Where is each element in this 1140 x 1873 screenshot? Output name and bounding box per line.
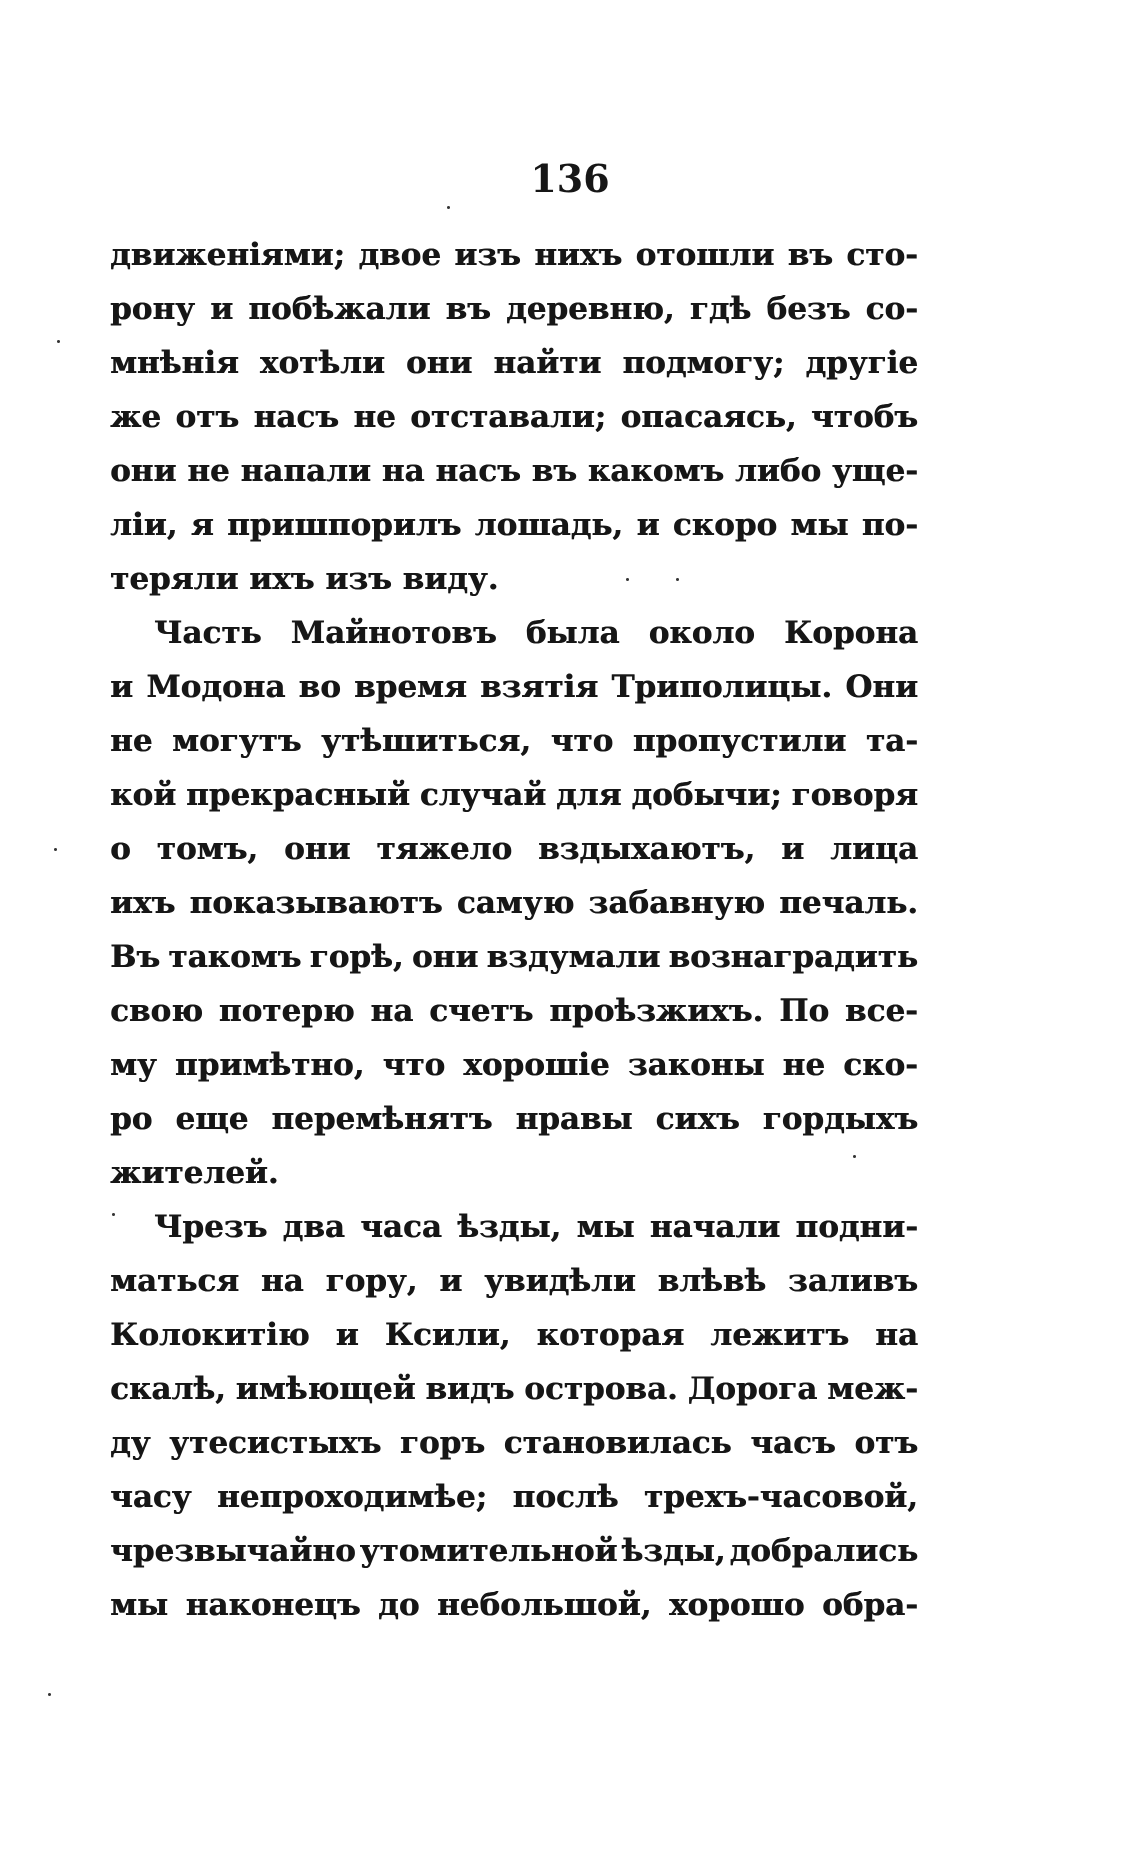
text-line: рону и побѣжали въ деревню, гдѣ безъ со- xyxy=(110,291,918,327)
print-speck xyxy=(57,340,60,343)
print-speck xyxy=(676,578,679,581)
text-line: они не напали на насъ въ какомъ либо уще- xyxy=(110,453,918,489)
text-line: чрезвычайно утомительной ѣзды, добрались xyxy=(110,1533,918,1569)
print-speck xyxy=(626,578,629,581)
text-line: часу непроходимѣе; послѣ трехъ-часовой, xyxy=(110,1479,918,1515)
print-speck xyxy=(112,1213,115,1216)
text-line: му примѣтно, что хорошіе законы не ско- xyxy=(110,1047,918,1083)
text-line: мнѣнія хотѣли они найти подмогу; другіе xyxy=(110,345,918,381)
print-speck xyxy=(853,1155,856,1158)
text-line: и Модона во время взятія Триполицы. Они xyxy=(110,669,918,705)
text-line: ду утесистыхъ горъ становилась часъ отъ xyxy=(110,1425,918,1461)
print-speck xyxy=(447,206,450,209)
text-line: жителей. xyxy=(110,1155,279,1191)
text-line: Колокитію и Ксили, которая лежитъ на xyxy=(110,1317,918,1353)
text-line: скалѣ, имѣющей видъ острова. Дорога меж- xyxy=(110,1371,918,1407)
text-line: кой прекрасный случай для добычи; говоря xyxy=(110,777,918,813)
page-number: 136 xyxy=(530,156,610,201)
print-speck xyxy=(48,1693,51,1696)
text-line: не могутъ утѣшиться, что пропустили та- xyxy=(110,723,918,759)
text-line: теряли ихъ изъ виду. xyxy=(110,561,499,597)
print-speck xyxy=(54,848,57,851)
body-text xyxy=(110,228,918,1632)
text-line: ліи, я пришпорилъ лошадь, и скоро мы по- xyxy=(110,507,918,543)
text-line: мы наконецъ до небольшой, хорошо обра- xyxy=(110,1587,918,1623)
text-line: же отъ насъ не отставали; опасаясь, чтобъ xyxy=(110,399,918,435)
text-line: Въ такомъ горѣ, они вздумали вознаградить xyxy=(110,939,918,975)
text-line: движеніями; двое изъ нихъ отошли въ сто- xyxy=(110,237,918,273)
text-line: маться на гору, и увидѣли влѣвѣ заливъ xyxy=(110,1263,918,1299)
text-line: Часть Майнотовъ была около Корона xyxy=(154,615,918,651)
text-line: ро еще перемѣнятъ нравы сихъ гордыхъ xyxy=(110,1101,918,1137)
text-line: свою потерю на счетъ проѣзжихъ. По все- xyxy=(110,993,918,1029)
text-line: Чрезъ два часа ѣзды, мы начали подни- xyxy=(154,1209,918,1245)
text-line: ихъ показываютъ самую забавную печаль. xyxy=(110,885,918,921)
text-line: о томъ, они тяжело вздыхаютъ, и лица xyxy=(110,831,918,867)
